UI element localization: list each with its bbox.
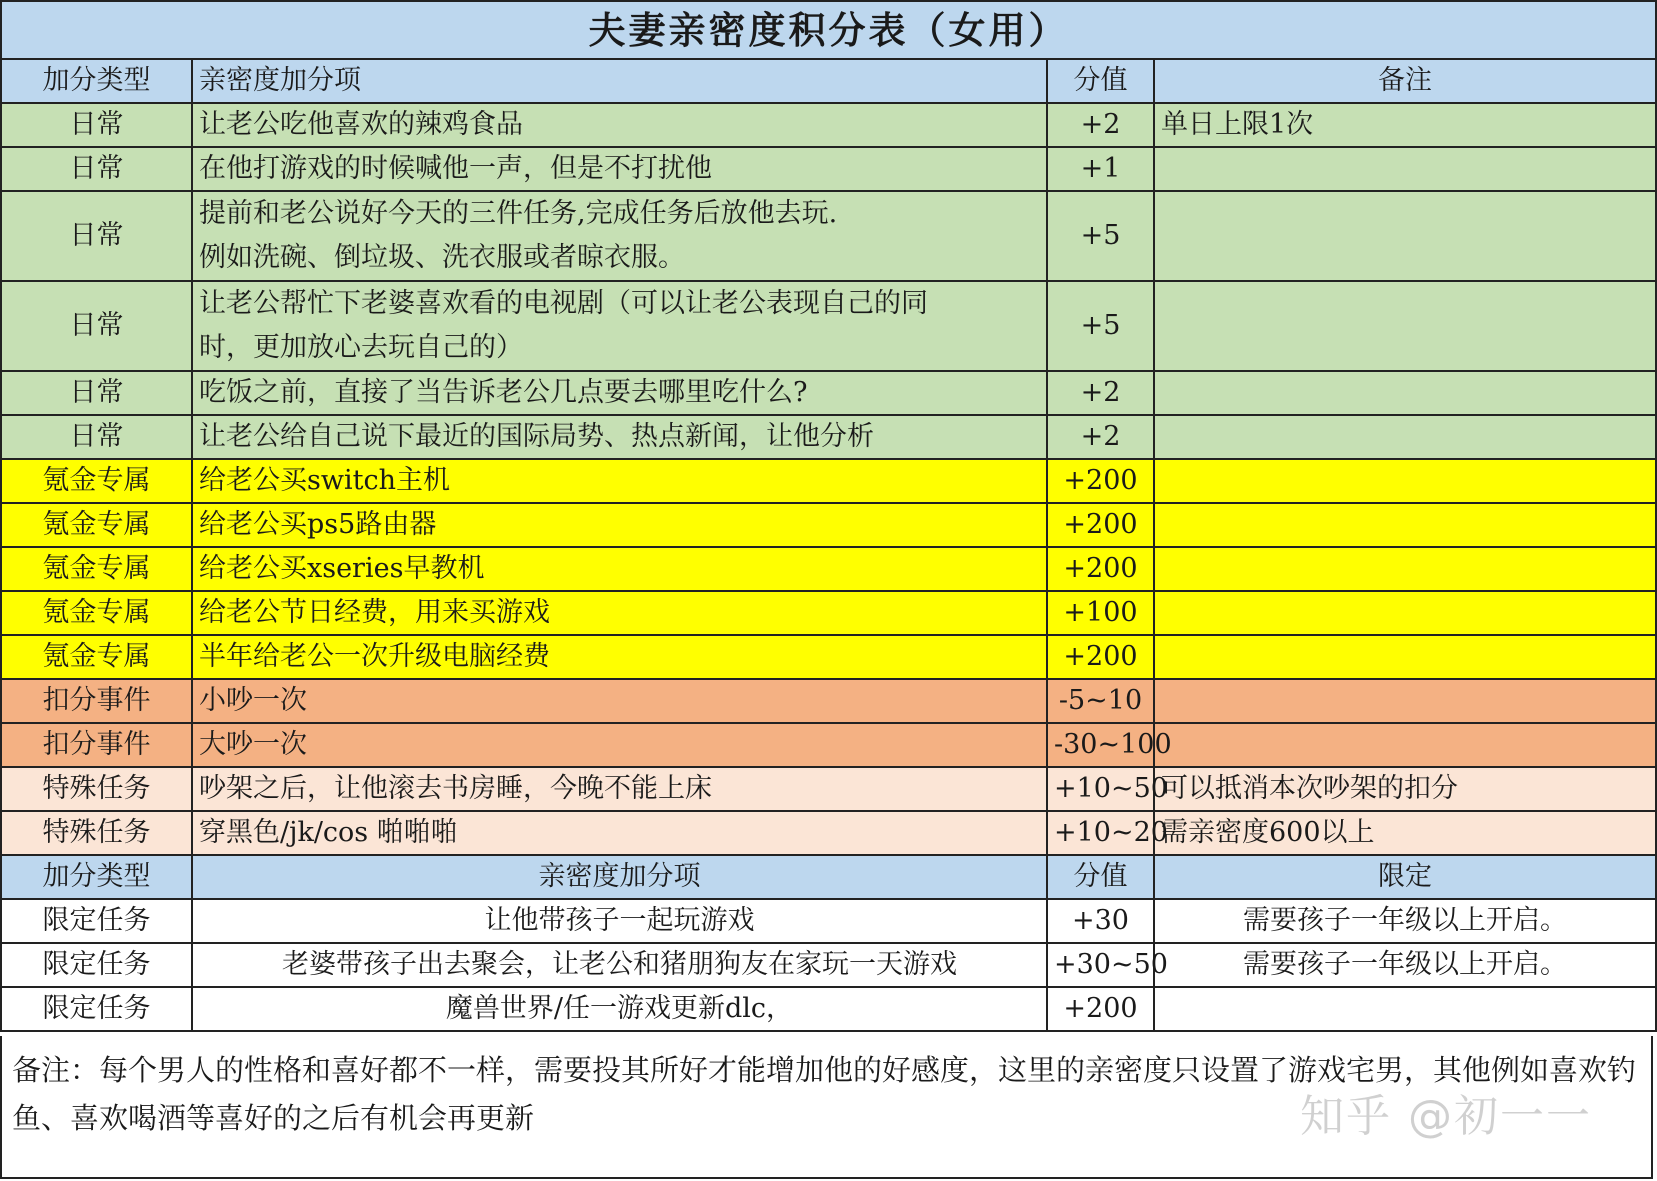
row-type: 氪金专属 — [1, 591, 192, 635]
row-remark — [1154, 503, 1656, 547]
row-score: +200 — [1047, 987, 1154, 1031]
header-score: 分值 — [1047, 59, 1154, 103]
table-row — [1, 899, 1656, 943]
row-remark — [1154, 459, 1656, 503]
row-type: 氪金专属 — [1, 547, 192, 591]
row-type: 特殊任务 — [1, 811, 192, 855]
row-item: 小吵一次 — [192, 679, 1047, 723]
table-row — [1, 281, 1656, 371]
row-remark — [1154, 635, 1656, 679]
row-item: 老婆带孩子出去聚会，让老公和猪朋狗友在家玩一天游戏 — [192, 943, 1047, 987]
table-row — [1, 415, 1656, 459]
row-remark — [1154, 679, 1656, 723]
table-row — [1, 147, 1656, 191]
table-row — [1, 547, 1656, 591]
row-type: 日常 — [1, 147, 192, 191]
row-score: +2 — [1047, 415, 1154, 459]
row-score: -30~100 — [1047, 723, 1154, 767]
row-score: +10~50 — [1047, 767, 1154, 811]
row-type: 限定任务 — [1, 899, 192, 943]
row-item: 给老公买xseries早教机 — [192, 547, 1047, 591]
row-remark: 单日上限1次 — [1154, 103, 1656, 147]
row-score: +1 — [1047, 147, 1154, 191]
header-score: 分值 — [1047, 855, 1154, 899]
row-type: 氪金专属 — [1, 503, 192, 547]
row-item-line1: 提前和老公说好今天的三件任务,完成任务后放他去玩. — [199, 198, 838, 229]
row-type: 日常 — [1, 191, 192, 281]
row-item: 吃饭之前，直接了当告诉老公几点要去哪里吃什么? — [192, 371, 1047, 415]
header-type: 加分类型 — [1, 855, 192, 899]
row-score: +200 — [1047, 503, 1154, 547]
table-row — [1, 723, 1656, 767]
row-item: 魔兽世界/任一游戏更新dlc， — [192, 987, 1047, 1031]
row-item: 给老公买switch主机 — [192, 459, 1047, 503]
row-item: 让老公给自己说下最近的国际局势、热点新闻，让他分析 — [192, 415, 1047, 459]
row-remark — [1154, 723, 1656, 767]
table-row — [1, 987, 1656, 1031]
row-item: 吵架之后，让他滚去书房睡，今晚不能上床 — [192, 767, 1047, 811]
header-limit: 限定 — [1154, 855, 1656, 899]
row-remark — [1154, 547, 1656, 591]
row-score: +30 — [1047, 899, 1154, 943]
row-item-line2: 时，更加放心去玩自己的） — [199, 332, 523, 363]
row-remark — [1154, 371, 1656, 415]
row-item: 让老公吃他喜欢的辣鸡食品 — [192, 103, 1047, 147]
row-score: +10~20 — [1047, 811, 1154, 855]
row-remark — [1154, 987, 1656, 1031]
watermark: 知乎 @初一一 — [1300, 1091, 1592, 1142]
title-row — [1, 1, 1656, 59]
row-remark: 可以抵消本次吵架的扣分 — [1154, 767, 1656, 811]
row-item: 让他带孩子一起玩游戏 — [192, 899, 1047, 943]
row-type: 限定任务 — [1, 943, 192, 987]
row-remark — [1154, 147, 1656, 191]
row-type: 日常 — [1, 281, 192, 371]
row-item-line2: 例如洗碗、倒垃圾、洗衣服或者晾衣服。 — [199, 242, 685, 273]
row-item — [192, 191, 1047, 281]
row-item: 在他打游戏的时候喊他一声，但是不打扰他 — [192, 147, 1047, 191]
table-row — [1, 191, 1656, 281]
row-type: 日常 — [1, 103, 192, 147]
table-row — [1, 767, 1656, 811]
row-score: +100 — [1047, 591, 1154, 635]
row-score: +2 — [1047, 371, 1154, 415]
header-item: 亲密度加分项 — [192, 59, 1047, 103]
row-remark: 需亲密度600以上 — [1154, 811, 1656, 855]
row-type: 氪金专属 — [1, 459, 192, 503]
row-type: 特殊任务 — [1, 767, 192, 811]
row-item: 大吵一次 — [192, 723, 1047, 767]
row-item: 半年给老公一次升级电脑经费 — [192, 635, 1047, 679]
row-score: +5 — [1047, 281, 1154, 371]
header-type: 加分类型 — [1, 59, 192, 103]
sheet-title: 夫妻亲密度积分表（女用） — [1, 1, 1656, 59]
table-row — [1, 943, 1656, 987]
row-type: 日常 — [1, 415, 192, 459]
table-row — [1, 503, 1656, 547]
row-item: 穿黑色/jk/cos 啪啪啪 — [192, 811, 1047, 855]
row-score: +200 — [1047, 459, 1154, 503]
row-score: +200 — [1047, 547, 1154, 591]
header-item: 亲密度加分项 — [192, 855, 1047, 899]
row-score: -5~10 — [1047, 679, 1154, 723]
row-type: 氪金专属 — [1, 635, 192, 679]
row-remark — [1154, 191, 1656, 281]
footer-note: 备注：每个男人的性格和喜好都不一样，需要投其所好才能增加他的好感度，这里的亲密度只设置了游戏宅男，其他例如喜欢钓鱼、喜欢喝酒等喜好的之后有机会再更新 — [0, 1036, 1653, 1179]
table-row — [1, 679, 1656, 723]
row-remark — [1154, 591, 1656, 635]
row-score: +2 — [1047, 103, 1154, 147]
row-item — [192, 281, 1047, 371]
row-type: 扣分事件 — [1, 679, 192, 723]
row-type: 日常 — [1, 371, 192, 415]
table-row — [1, 635, 1656, 679]
table-row — [1, 811, 1656, 855]
row-remark: 需要孩子一年级以上开启。 — [1154, 899, 1656, 943]
row-score: +30~50 — [1047, 943, 1154, 987]
limited-header-row — [1, 855, 1656, 899]
table-row — [1, 371, 1656, 415]
row-remark — [1154, 281, 1656, 371]
table-row — [1, 459, 1656, 503]
table-row — [1, 103, 1656, 147]
row-item: 给老公买ps5路由器 — [192, 503, 1047, 547]
row-remark: 需要孩子一年级以上开启。 — [1154, 943, 1656, 987]
row-score: +5 — [1047, 191, 1154, 281]
row-remark — [1154, 415, 1656, 459]
row-item: 给老公节日经费，用来买游戏 — [192, 591, 1047, 635]
header-row — [1, 59, 1656, 103]
row-score: +200 — [1047, 635, 1154, 679]
row-item-line1: 让老公帮忙下老婆喜欢看的电视剧（可以让老公表现自己的同 — [199, 288, 928, 319]
header-remark: 备注 — [1154, 59, 1656, 103]
row-type: 扣分事件 — [1, 723, 192, 767]
table-row — [1, 591, 1656, 635]
row-type: 限定任务 — [1, 987, 192, 1031]
